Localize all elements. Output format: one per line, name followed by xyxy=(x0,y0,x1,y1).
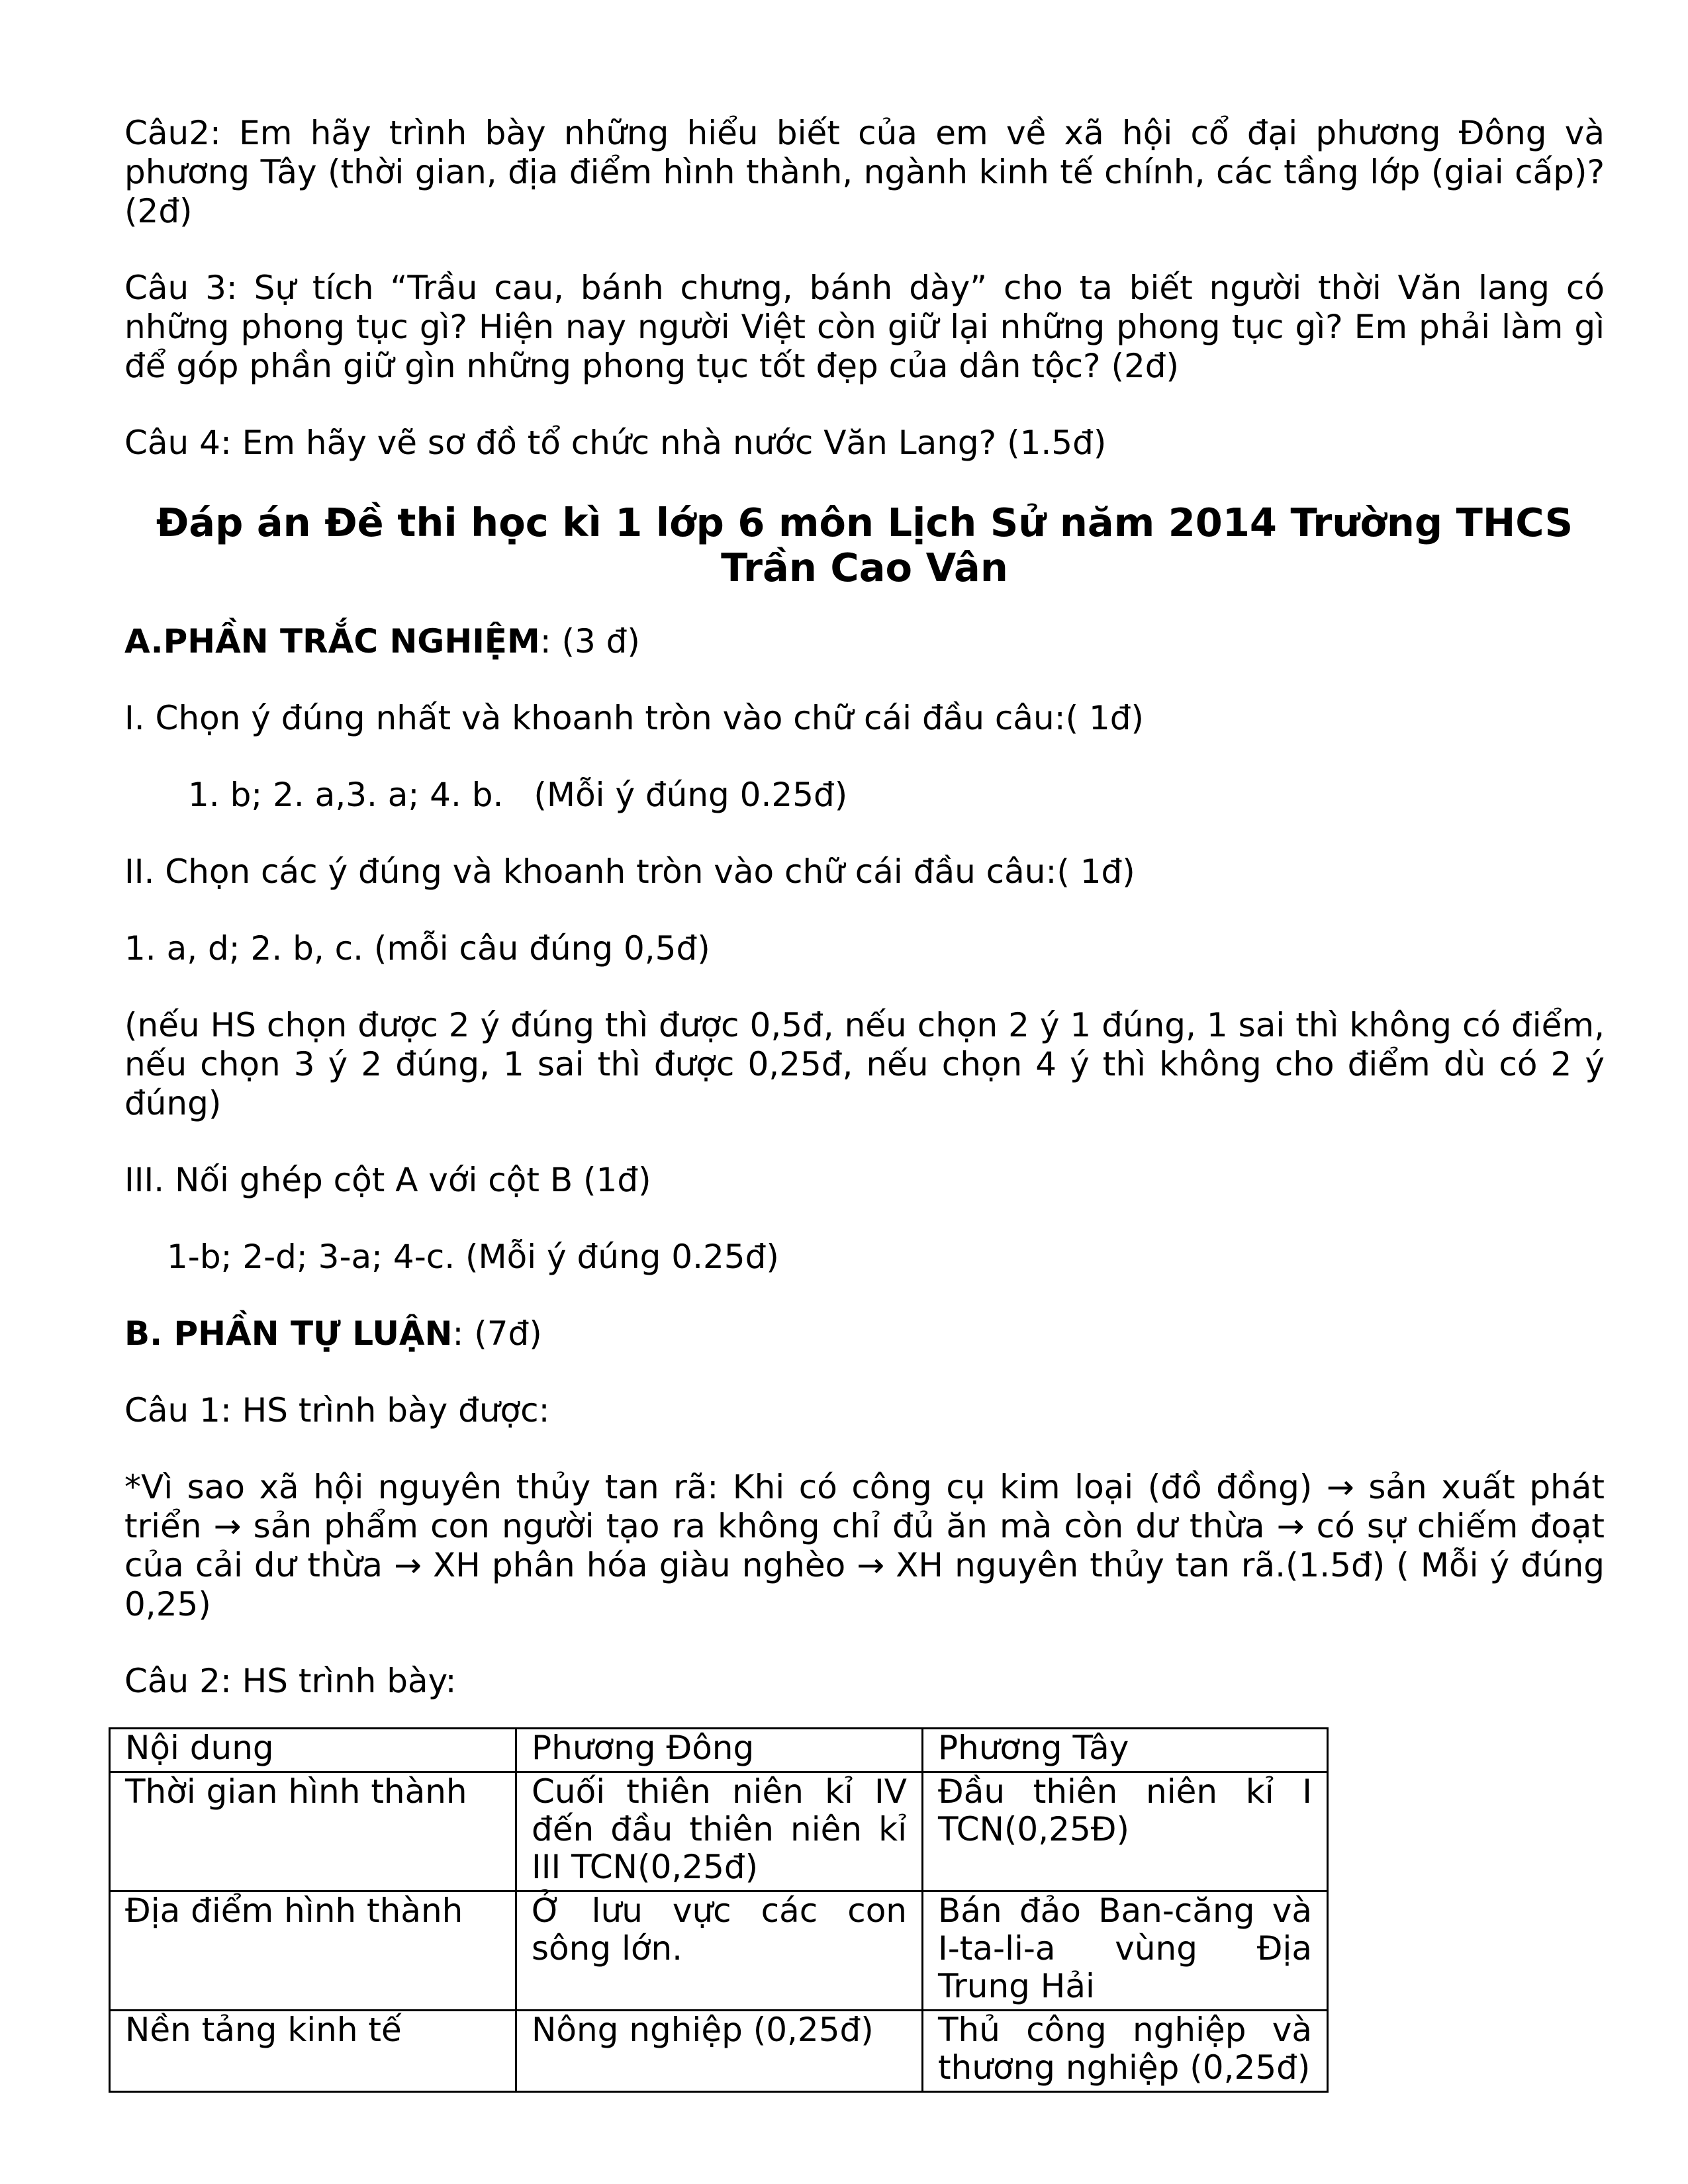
table-cell: Nền tảng kinh tế xyxy=(110,2011,516,2092)
part-3-answers: 1-b; 2-d; 3-a; 4-c. (Mỗi ý đúng 0.25đ) xyxy=(167,1238,779,1276)
question-4: Câu 4: Em hãy vẽ sơ đồ tổ chức nhà nước Văn Lang? (1.5đ) xyxy=(124,424,1107,462)
cau-1-body: *Vì sao xã hội nguyên thủy tan rã: Khi có công cụ kim loại (đồ đồng) → sản xuất phát triển → sản phẩm con người tạo ra không chỉ đủ ăn mà còn dư thừa → có sự chiếm đoạt của cải dư thừa → XH phân hóa giàu nghèo → XH nguyên thủy tan rã.(1.5đ) ( Mỗi ý đúng 0,25) xyxy=(124,1468,1605,1623)
part-1-answers-line xyxy=(124,776,1605,815)
table-row xyxy=(110,1891,1328,2011)
part-1-answers: 1. b; 2. a,3. a; 4. b. xyxy=(188,776,504,814)
comparison-table xyxy=(109,1727,1329,2093)
table-cell: Đầu thiên niên kỉ I TCN(0,25Đ) xyxy=(923,1772,1328,1891)
part-1-note: (Mỗi ý đúng 0.25đ) xyxy=(534,776,848,814)
section-a-heading-label: A.PHẦN TRẮC NGHIỆM xyxy=(124,622,540,660)
part-3-label: III. Nối ghép cột A với cột B (1đ) xyxy=(124,1161,651,1199)
part-2-answers: 1. a, d; 2. b, c. (mỗi câu đúng 0,5đ) xyxy=(124,929,710,968)
table-cell: Bán đảo Ban-căng và I-ta-li-a vùng Địa Trung Hải xyxy=(923,1891,1328,2011)
table-cell: Nông nghiệp (0,25đ) xyxy=(516,2011,923,2092)
section-b-heading xyxy=(124,1314,1605,1353)
question-2: Câu2: Em hãy trình bày những hiểu biết của em về xã hội cổ đại phương Đông và phương Tây (thời gian, địa điểm hình thành, ngành kinh tế chính, các tầng lớp (giai cấp)? (2đ) xyxy=(124,114,1605,230)
part-2-note: (nếu HS chọn được 2 ý đúng thì được 0,5đ, nếu chọn 2 ý 1 đúng, 1 sai thì không có điểm, nếu chọn 3 ý 2 đúng, 1 sai thì được 0,25đ, nếu chọn 4 ý thì không cho điểm dù có 2 ý đúng) xyxy=(124,1006,1605,1122)
document-page xyxy=(124,114,1605,2093)
section-b-points: : (7đ) xyxy=(452,1314,542,1353)
table-cell: Cuối thiên niên kỉ IV đến đầu thiên niên kỉ III TCN(0,25đ) xyxy=(516,1772,923,1891)
table-cell: Thời gian hình thành xyxy=(110,1772,516,1891)
part-2-label: II. Chọn các ý đúng và khoanh tròn vào chữ cái đầu câu:( 1đ) xyxy=(124,852,1135,891)
table-header-cell: Phương Tây xyxy=(923,1729,1328,1772)
part-1-label: I. Chọn ý đúng nhất và khoanh tròn vào chữ cái đầu câu:( 1đ) xyxy=(124,699,1145,737)
table-row xyxy=(110,2011,1328,2092)
table-header-cell: Nội dung xyxy=(110,1729,516,1772)
table-cell: Ở lưu vực các con sông lớn. xyxy=(516,1891,923,2011)
section-b-heading-label: B. PHẦN TỰ LUẬN xyxy=(124,1314,453,1353)
answer-title: Đáp án Đề thi học kì 1 lớp 6 môn Lịch Sử năm 2014 Trường THCS Trần Cao Vân xyxy=(156,500,1573,590)
table-header-cell: Phương Đông xyxy=(516,1729,923,1772)
table-cell: Thủ công nghiệp và thương nghiệp (0,25đ) xyxy=(923,2011,1328,2092)
cau-1-intro: Câu 1: HS trình bày được: xyxy=(124,1391,550,1430)
table-row xyxy=(110,1772,1328,1891)
section-a-heading xyxy=(124,622,1605,661)
question-3: Câu 3: Sự tích “Trầu cau, bánh chưng, bánh dày” cho ta biết người thời Văn lang có những phong tục gì? Hiện nay người Việt còn giữ lại những phong tục gì? Em phải làm gì để góp phần giữ gìn những phong tục tốt đẹp của dân tộc? (2đ) xyxy=(124,269,1605,385)
table-cell: Địa điểm hình thành xyxy=(110,1891,516,2011)
cau-2-intro: Câu 2: HS trình bày: xyxy=(124,1662,457,1700)
section-a-points: : (3 đ) xyxy=(539,622,640,660)
table-header-row xyxy=(110,1729,1328,1772)
